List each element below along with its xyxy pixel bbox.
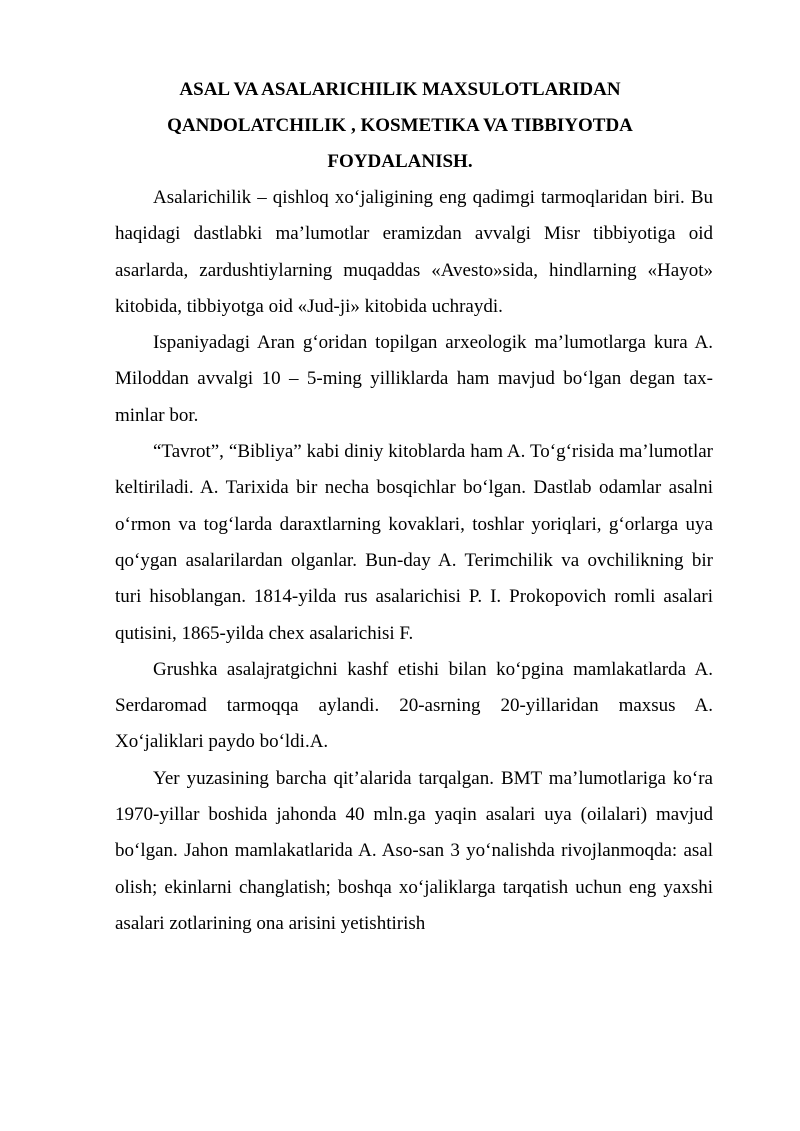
title-line-1: ASAL VA ASALARICHILIK MAXSULOTLARIDAN [179, 79, 621, 100]
document-body [115, 180, 713, 942]
paragraph: Grushka asalajratgichni kashf etishi bilan ko‘pgina mamlakatlarda A. Serdaromad tarmoqqa aylandi. 20-asrning 20-yillaridan maxsus A. Xo‘jaliklari paydo bo‘ldi.A. [115, 658, 713, 753]
paragraph: Ispaniyadagi Aran g‘oridan topilgan arxeologik ma’lumotlarga kura A. Miloddan avvalgi 10 – 5-ming yilliklarda ham mavjud bo‘lgan degan tax-minlar bor. [115, 332, 713, 426]
paragraph: Yer yuzasining barcha qit’alarida tarqalgan. BMT ma’lumotlariga ko‘ra 1970-yillar boshida jahonda 40 mln.ga yaqin asalari uya (oilalari) mavjud bo‘lgan. Jahon mamlakatlarida A. Aso-san 3 yo‘nalishda rivojlanmoqda: asal olish; ekinlarni changlatish; boshqa xo‘jaliklarga tarqatish uchun eng yaxshi asalari zotlarining ona arisini yetishtirish [115, 767, 713, 934]
title-line-3: FOYDALANISH. [327, 151, 473, 172]
document-title [100, 72, 700, 180]
paragraph: Asalarichilik – qishloq xo‘jaligining eng qadimgi tarmoqlaridan biri. Bu haqidagi dastlabki ma’lumotlar eramizdan avvalgi Misr tibbiyotiga oid asarlarda, zardushtiylarning muqaddas «Avesto»sida, hindlarning «Hayot» kitobida, tibbiyotga oid «Jud-ji» kitobida uchraydi. [115, 187, 713, 317]
title-line-2: QANDOLATCHILIK , KOSMETIKA VA TIBBIYOTDA [167, 115, 633, 136]
paragraph: “Tavrot”, “Bibliya” kabi diniy kitoblarda ham A. To‘g‘risida ma’lumotlar keltiriladi. A. Tarixida bir necha bosqichlar bo‘lgan. Dastlab odamlar asalni o‘rmon va tog‘larda daraxtlarning kovaklari, toshlar yoriqlari, g‘orlarga uya qo‘ygan asalarilardan olganlar. Bun-day A. Terimchilik va ovchilikning bir turi hisoblangan. 1814-yilda rus asalarichisi P. I. Prokopovich romli asalari qutisini, 1865-yilda chex asalarichisi F. [115, 441, 713, 644]
